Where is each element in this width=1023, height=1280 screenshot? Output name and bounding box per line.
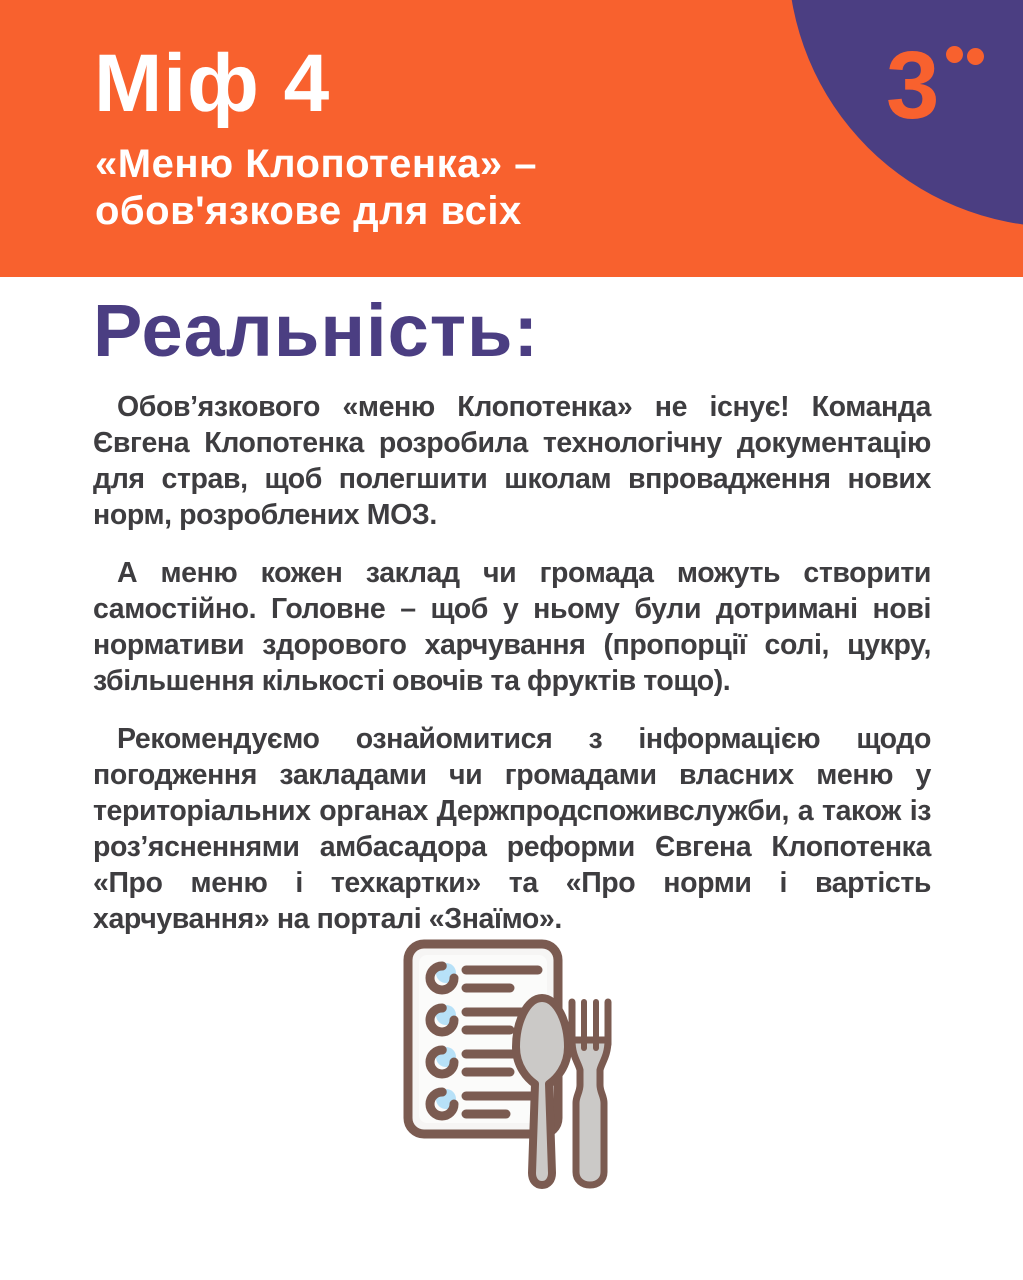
myth-subtitle-line1: «Меню Клопотенка» – [95,142,537,186]
menu-checklist-with-spoon-and-fork-icon [402,936,622,1206]
badge-dot-icon [946,46,963,63]
myth-subtitle-line2: обов'язкове для всіх [95,189,522,233]
reality-section [93,288,931,959]
fork-icon [572,1002,608,1185]
paragraph-2: А меню кожен заклад чи громада можуть створити самостійно. Головне – щоб у ньому були дотримані нові нормативи здорового харчування (пропорції солі, цукру, збільшення кількості овочів та фруктів тощо). [93,557,931,698]
reality-heading: Реальність: [93,289,540,372]
badge-number: 3 [886,32,940,139]
paragraph-3: Рекомендуємо ознайомитися з інформацією щодо погодження закладами чи громадами власних меню у територіальних органах Держпродспоживслужби, а також із роз’ясненнями амбасадора реформи Євгена Клопотенка «Про меню і техкартки» та «Про норми і вартість харчування» на порталі «Знаїмо». [93,723,931,936]
myth-title: Міф 4 [94,38,331,129]
badge-dot-icon [967,48,984,65]
paragraph-1: Обов’язкового «меню Клопотенка» не існує! Команда Євгена Клопотенка розробила технологічну документацію для страв, щоб полегшити школам впровадження нових норм, розроблених МОЗ. [93,391,931,532]
header-banner [0,0,1023,277]
myth-subtitle [95,141,537,235]
menu-icon-container [0,936,1023,1206]
